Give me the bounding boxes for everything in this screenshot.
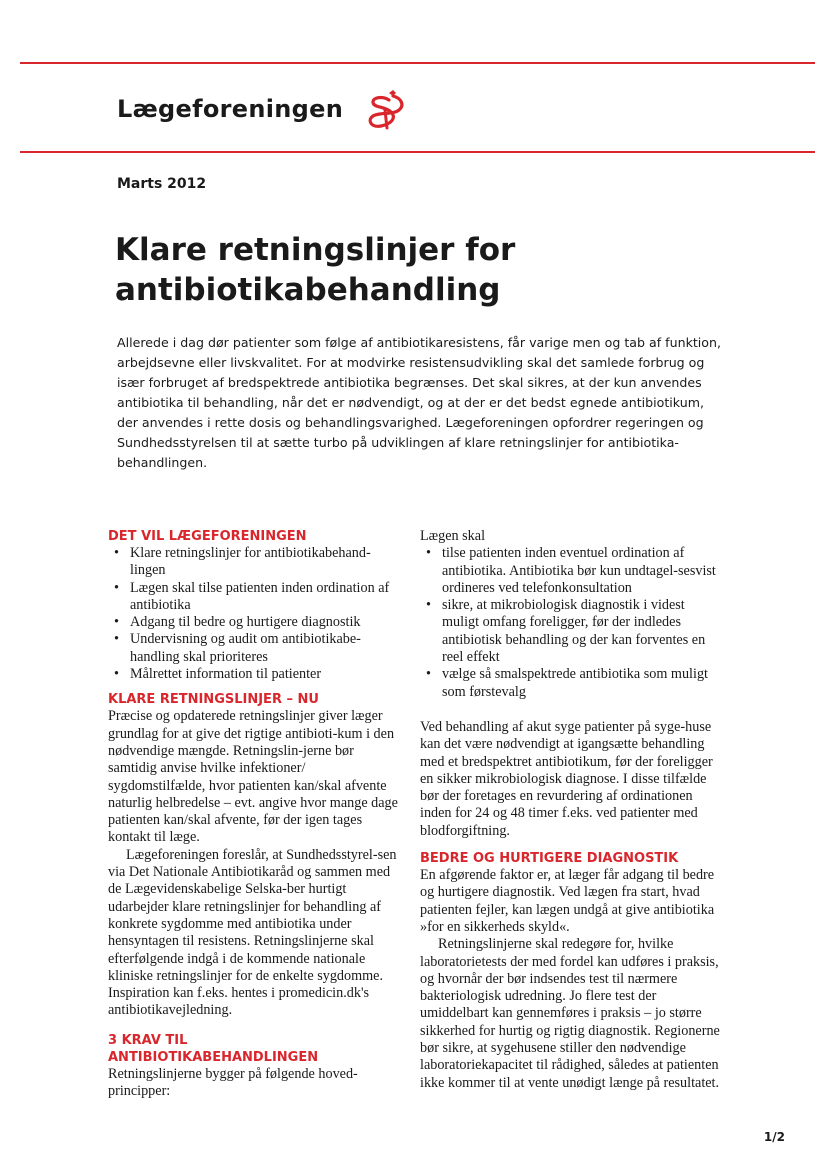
- body-paragraph: Retningslinjerne skal redegøre for, hvilke laboratorietests der med fordel kan udføres i praksis, og hvornår der bør indsendes test til nærmere bakteriologisk udredning. Jo flere test der umiddelbart kan gennemføres i praksis – jo større sikkerhed for hurtig og rigtig diagnostik. Regionerne bør sikre, at sygehusene stiller den nødvendige laboratoriekapacitet til rådighed, således at patienten ikke kommer til at vente unødigt længe på resultatet.: [420, 936, 720, 1091]
- list-lead: Lægen skal: [420, 528, 486, 544]
- header-top-rule: [20, 62, 815, 64]
- body-paragraph: Retningslinjerne bygger på følgende hoved-principper:: [108, 1065, 358, 1100]
- list-item: • Undervisning og audit om antibiotikabe-handling skal prioriteres: [108, 631, 406, 666]
- list-item: • sikre, at mikrobiologisk diagnostik i videst muligt omfang foreligger, før der indledes antibiotisk behandling og der kan forventes en reel effekt: [420, 597, 720, 666]
- position-list: [108, 545, 406, 683]
- list-item: • tilse patienten inden eventuel ordination af antibiotika. Antibiotika bør kun undtagel-sesvist ordineres ved telefonkonsultation: [420, 545, 720, 597]
- body-paragraph: Præcise og opdaterede retningslinjer giver læger grundlag for at give det rigtige antibioti-kum i den nødvendige mængde. Retningslin-jerne bør samtidig anvise hvilke infektioner/ sygdomstilfælde, hvor patienten kan/skal afvente naturlig helbredelse – evt. angive hvor mange dage patienten kan/skal afvente, før der igen tages kontakt til læge.: [108, 708, 398, 846]
- section-heading-retningslinjer: KLARE RETNINGSLINJER – NU: [108, 692, 319, 708]
- right-column: [420, 528, 720, 1092]
- section-heading-diagnostik: BEDRE OG HURTIGERE DIAGNOSTIK: [420, 851, 679, 867]
- intro-paragraph: Allerede i dag dør patienter som følge af antibiotikaresistens, får varige men og tab af funktion, arbejdsevne eller livskvalitet. For at modvirke resistensudvikling skal det samlede forbrug og især forbruget af bredspektrede antibiotika begrænses. Det skal sikres, at der kun anvendes antibiotika til behandling, når det er nødvendigt, og at der er det bedst egnede antibiotikum, der anvendes i rette dosis og behandlingsvarighed. Lægeforeningen opfordrer regeringen og Sundhedsstyrelsen til at sætte turbo på udviklingen af klare retningslinjer for antibiotika-behandlingen.: [117, 335, 721, 470]
- section-heading-laegeforeningen: DET VIL LÆGEFORENINGEN: [108, 529, 307, 544]
- body-paragraph: Lægeforeningen foreslår, at Sundhedsstyrel-sen via Det Nationale Antibiotikaråd og sammen med de Lægevidenskabelige Selska-ber hurtigt udarbejder klare retningslinjer for behandling af konkrete sygdomme med antibiotika under hensyntagen til resistens. Retningslinjerne skal efterfølgende indgå i de kommende nationale kliniske retningslinjer for de enkelte sygdomme. Inspiration kan f.eks. hentes i promedicin.dk's antibiotikavejledning.: [108, 846, 397, 1019]
- header-bottom-rule: [20, 151, 815, 153]
- left-column: [108, 528, 406, 1100]
- body-paragraph: Ved behandling af akut syge patienter på syge-huse kan det være nødvendigt at igangsætte behandling med et bredspektret antibiotikum, før der foreligger en sikker mikrobiologisk diagnose. I disse tilfælde bør der foretages en revurdering af ordinationen inden for 24 og 48 timer f.eks. ved patienter med blodforgiftning.: [420, 718, 713, 839]
- list-item: • Målrettet information til patienter: [108, 666, 406, 683]
- section-heading-3-krav: [108, 1032, 406, 1066]
- list-item: • Klare retningslinjer for antibiotikabehand-lingen: [108, 545, 406, 580]
- page-title: Klare retningslinjer for antibiotikabehandling: [115, 232, 516, 308]
- list-item: • vælge så smalspektrede antibiotika som muligt som førstevalg: [420, 666, 720, 701]
- header-brand: [117, 88, 411, 130]
- list-item: • Adgang til bedre og hurtigere diagnostik: [108, 614, 406, 631]
- list-item: • Lægen skal tilse patienten inden ordination af antibiotika: [108, 580, 406, 615]
- page-number: 1/2: [763, 1130, 785, 1144]
- document-date: Marts 2012: [117, 176, 207, 192]
- aesculapius-snake-logo-icon: [363, 88, 411, 130]
- brand-name: Lægeforeningen: [117, 95, 344, 123]
- doctor-duties-list: [420, 545, 720, 701]
- heading-line: ANTIBIOTIKABEHANDLINGEN: [108, 1049, 319, 1065]
- heading-line: 3 KRAV TIL: [108, 1032, 188, 1048]
- body-paragraph: En afgørende faktor er, at læger får adgang til bedre og hurtigere diagnostik. Ved lægen fra start, hvad patienten fejler, kan lægen undgå at give antibiotika »for en sikkerheds skyld«.: [420, 867, 715, 935]
